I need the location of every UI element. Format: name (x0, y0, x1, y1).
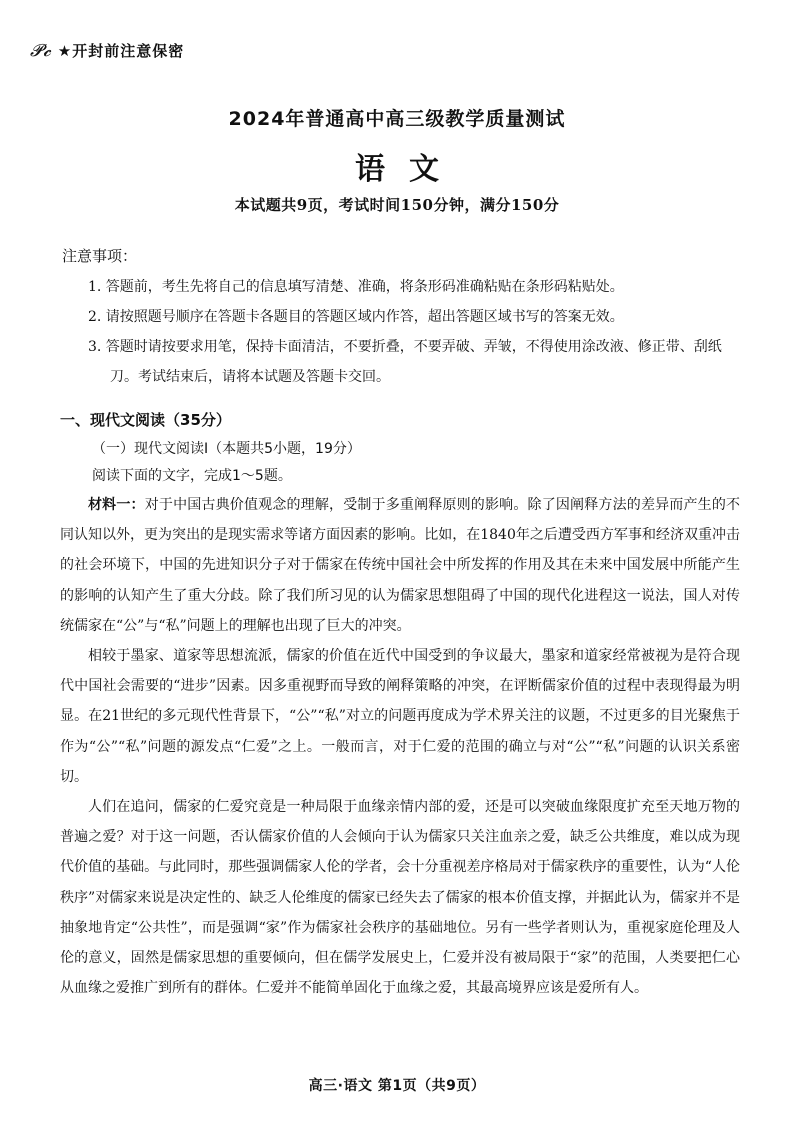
page-footer: 高三·语文 第1页（共9页） (308, 1078, 486, 1094)
exam-info: 本试题共9页，考试时间150分钟，满分150分 (234, 196, 560, 214)
confidential-mark (30, 40, 184, 61)
sub-section-heading: （一）现代文阅读Ⅰ（本题共5小题，19分） (92, 441, 361, 457)
note-item: 1. 答题前，考生先将自己的信息填写清楚、准确，将条形码准确粘贴在条形码粘贴处。 (88, 279, 624, 295)
notes-heading: 注意事项： (62, 247, 138, 265)
exam-title: 2024年普通高中高三级教学质量测试 (228, 108, 566, 130)
passage-paragraph: 人们在追问，儒家的仁爱究竟是一种局限于血缘亲情内部的爱，还是可以突破血缘限度扩充至天地万物的普遍之爱？对于这一问题，否认儒家价值的人会倾向于认为儒家只关注血亲之爱，缺乏公共维度，难以成为现代价值的基础。与此同时，那些强调儒家人伦的学者，会十分重视差序格局对于儒家秩序的重要性，认为“人伦秩序”对儒家来说是决定性的、缺乏人伦维度的儒家已经失去了儒家的根本价值支撑，并据此认为，儒家并不是抽象地肯定“公共性”，而是强调“家”作为儒家社会秩序的基础地位。另有一些学者则认为，重视家庭伦理及人伦的意义，固然是儒家思想的重要倾向，但在儒学发展史上，仁爱并没有被局限于“家”的范围，人类要把仁心从血缘之爱推广到所有的群体。仁爱并不能简单固化于血缘之爱，其最高境界应该是爱所有人。 (60, 799, 740, 997)
reading-passage (60, 490, 740, 1003)
passage-paragraph (60, 490, 740, 641)
handwritten-mark: 𝓟𝓬 (30, 41, 52, 61)
confidential-label: ★开封前注意保密 (57, 42, 185, 60)
section-heading: 一、现代文阅读（35分） (60, 411, 231, 429)
subject-title: 语文 (355, 152, 463, 187)
reading-instruction: 阅读下面的文字，完成1～5题。 (92, 468, 292, 484)
passage-paragraph: 相较于墨家、道家等思想流派，儒家的价值在近代中国受到的争议最大，墨家和道家经常被视为是符合现代中国社会需要的“进步”因素。因多重视野而导致的阐释策略的冲突，在评断儒家价值的过程中表现得最为明显。在21世纪的多元现代性背景下，“公”“私”对立的问题再度成为学术界关注的议题，不过更多的目光聚焦于作为“公”“私”问题的源发点“仁爱”之上。一般而言，对于仁爱的范围的确立与对“公”“私”问题的认识关系密切。 (60, 648, 740, 785)
notes-list (88, 272, 728, 392)
paragraph-text: 对于中国古典价值观念的理解，受制于多重阐释原则的影响。除了因阐释方法的差异而产生的不同认知以外，更为突出的是现实需求等诸方面因素的影响。比如，在1840年之后遭受西方军事和经济双重冲击的社会环境下，中国的先进知识分子对于儒家在传统中国社会中所发挥的作用及其在未来中国发展中所能产生的影响的认知产生了重大分歧。除了我们所习见的认为儒家思想阻碍了中国的现代化进程这一说法，国人对传统儒家在“公”与“私”问题上的理解也出现了巨大的冲突。 (60, 497, 741, 634)
note-item: 2. 请按照题号顺序在答题卡各题目的答题区域内作答，超出答题区域书写的答案无效。 (88, 309, 624, 325)
note-item: 3. 答题时请按要求用笔，保持卡面清洁，不要折叠，不要弄破、弄皱，不得使用涂改液、修正带、刮纸刀。考试结束后，请将本试题及答题卡交回。 (88, 339, 722, 385)
material-label: 材料一： (88, 497, 145, 513)
